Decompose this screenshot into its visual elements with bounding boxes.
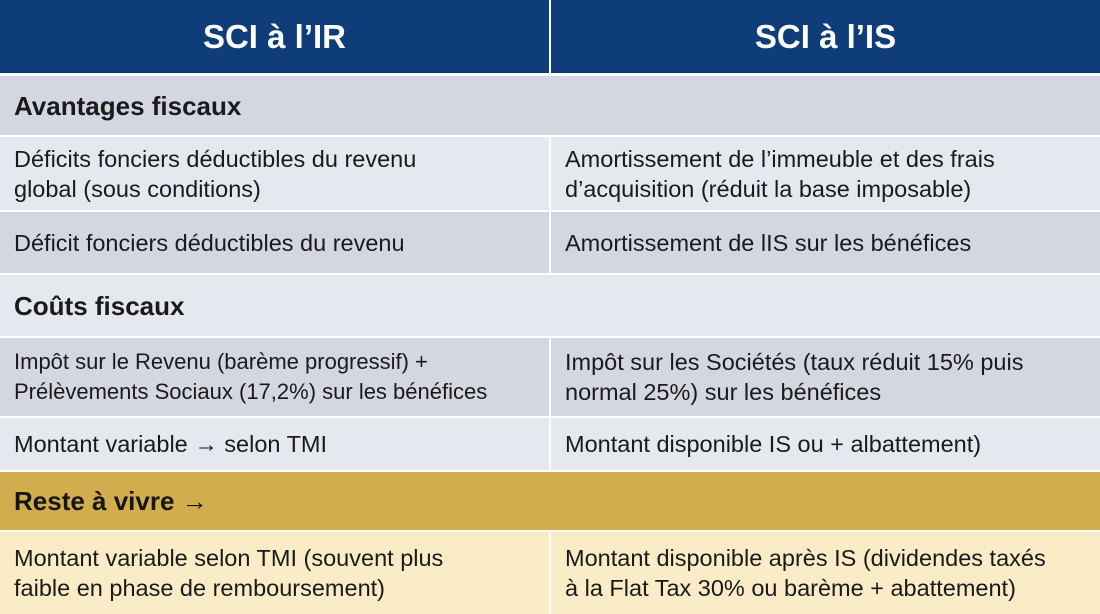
cell-line: Déficit fonciers déductibles du revenu — [14, 229, 405, 256]
cell-line: Amortissement de l’immeuble et des frais — [565, 145, 995, 172]
cell-line: Impôt sur les Sociétés (taux réduit 15% puis — [565, 349, 1024, 375]
cell-ir — [0, 338, 549, 416]
cell-ir — [0, 212, 549, 273]
cell-line: Montant disponible IS ou + albattement) — [565, 431, 982, 457]
cell-line: Impôt sur le Revenu (barème progressif) + — [14, 349, 428, 374]
table-row — [0, 137, 1100, 210]
header-sci-is: SCI à l’IS — [551, 0, 1100, 73]
table-row — [0, 212, 1100, 273]
cell-line: normal 25%) sur les bénéfices — [565, 379, 882, 405]
cell-is — [551, 137, 1100, 210]
table-row — [0, 418, 1100, 470]
cell-is — [551, 338, 1100, 416]
section-title: Reste à vivre → — [0, 472, 1100, 530]
cell-ir — [0, 418, 549, 470]
section-reste-a-vivre — [0, 472, 1100, 530]
cell-line: global (sous conditions) — [14, 175, 261, 202]
cell-line: Montant variable selon TMI (souvent plus — [14, 545, 444, 571]
cell-line: à la Flat Tax 30% ou barème + abattement) — [565, 575, 1016, 601]
cell-is — [551, 418, 1100, 470]
cell-line: Prélèvements Sociaux (17,2%) sur les bénéfices — [14, 379, 488, 404]
header-sci-ir: SCI à l’IR — [0, 0, 549, 73]
cell-line: Montant disponible après IS (dividendes taxés — [565, 545, 1046, 571]
section-title: Coûts fiscaux — [0, 275, 1100, 336]
cell-is — [551, 212, 1100, 273]
cell-ir — [0, 532, 549, 614]
cell-line: Amortissement de lIS sur les bénéfices — [565, 229, 972, 256]
cell-line: faible en phase de remboursement) — [14, 575, 385, 601]
section-title: Avantages fiscaux — [0, 76, 1100, 135]
section-avantages-fiscaux — [0, 76, 1100, 135]
cell-line: Déficits fonciers déductibles du revenu — [14, 145, 417, 172]
table-header-row — [0, 0, 1100, 73]
table-row — [0, 338, 1100, 416]
cell-ir — [0, 137, 549, 210]
cell-line: d’acquisition (réduit la base imposable) — [565, 175, 972, 202]
cell-line: Montant variable → selon TMI — [14, 431, 328, 457]
cell-is — [551, 532, 1100, 614]
table-row — [0, 532, 1100, 614]
section-couts-fiscaux — [0, 275, 1100, 336]
